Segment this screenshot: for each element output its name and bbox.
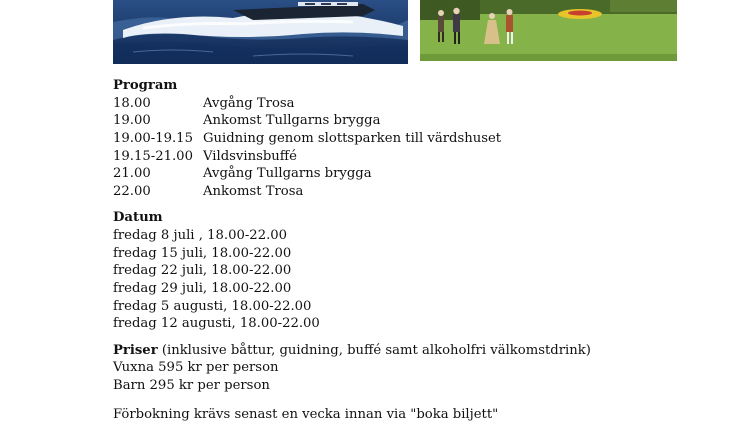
priser-section <box>113 342 713 395</box>
datum-section <box>113 209 713 333</box>
program-activity: Avgång Trosa <box>203 95 295 111</box>
document-body <box>113 77 713 403</box>
booking-note-clipped <box>113 407 613 422</box>
program-schedule <box>113 95 713 201</box>
booking-note: Förbokning krävs senast en vecka innan via "boka biljett" <box>113 407 499 422</box>
program-row <box>113 130 713 148</box>
park-photo <box>420 0 677 61</box>
date-item: fredag 22 juli, 18.00-22.00 <box>113 263 292 279</box>
price-line: Vuxna 595 kr per person <box>113 360 279 376</box>
price-line: Barn 295 kr per person <box>113 378 270 393</box>
program-heading: Program <box>113 78 178 93</box>
program-row <box>113 183 713 201</box>
priser-heading-line <box>113 342 713 360</box>
date-item: fredag 12 augusti, 18.00-22.00 <box>113 316 320 332</box>
program-row <box>113 148 713 166</box>
program-time: 21.00 <box>113 166 151 182</box>
park-photo-graphic <box>420 0 677 61</box>
program-time: 19.00-19.15 <box>113 131 193 147</box>
program-activity: Guidning genom slottsparken till värdshuset <box>203 131 502 147</box>
date-item: fredag 8 juli , 18.00-22.00 <box>113 228 288 243</box>
date-item: fredag 15 juli, 18.00-22.00 <box>113 245 292 261</box>
program-section <box>113 77 713 201</box>
program-time: 18.00 <box>113 95 151 111</box>
program-activity: Ankomst Trosa <box>203 184 304 200</box>
program-activity: Vildsvinsbuffé <box>203 148 297 164</box>
priser-heading: Priser <box>113 342 158 358</box>
boat-photo-graphic <box>113 0 408 64</box>
program-time: 19.15-21.00 <box>113 148 193 164</box>
program-time: 19.00 <box>113 113 151 129</box>
program-activity: Avgång Tullgarns brygga <box>203 166 372 182</box>
priser-note: (inklusive båttur, guidning, buffé samt alkoholfri välkomstdrink) <box>157 342 591 358</box>
program-row <box>113 95 713 113</box>
date-item: fredag 29 juli, 18.00-22.00 <box>113 281 292 297</box>
program-row <box>113 112 713 130</box>
boat-photo <box>113 0 408 64</box>
datum-heading: Datum <box>113 210 163 226</box>
program-activity: Ankomst Tullgarns brygga <box>203 113 381 129</box>
program-time: 22.00 <box>113 184 151 200</box>
program-row <box>113 165 713 183</box>
date-item: fredag 5 augusti, 18.00-22.00 <box>113 298 312 314</box>
